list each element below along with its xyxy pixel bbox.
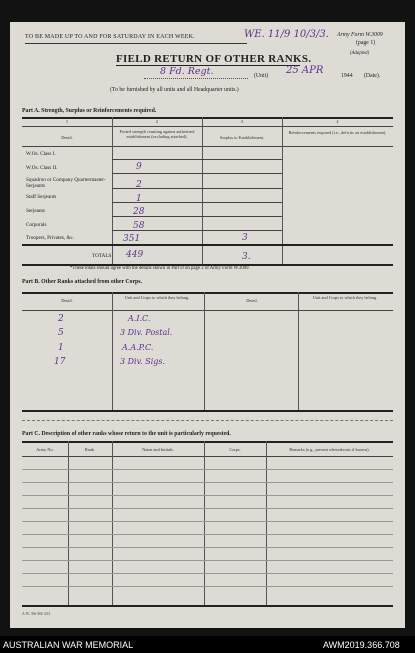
col-header-surplus: Surplus to Establishment.	[219, 135, 265, 140]
part-a-heading: Part A. Strength, Surplus or Reinforcements required.	[22, 108, 157, 114]
army-form-number: Army Form W.3009	[337, 32, 383, 38]
attached-unit: 3 Div. Sigs.	[120, 357, 166, 366]
col-number: 3	[240, 119, 244, 124]
detail-label: W.Os. Class II.	[26, 165, 58, 171]
detail-label: Corporals	[26, 222, 47, 228]
col-number: 1	[65, 119, 69, 124]
footer-institution: AUSTRALIAN WAR MEMORIAL	[3, 640, 134, 650]
totals-strength: 449	[126, 250, 144, 260]
year-text: 1944	[341, 73, 353, 79]
strength-value: 1	[136, 194, 142, 204]
strength-value: 58	[133, 221, 145, 231]
col-header-rank: Rank.	[84, 447, 96, 452]
part-a-footnote: *These totals should agree with the details shown in Part D on page 2 of Army Form W.3009.	[70, 266, 250, 271]
part-c-heading: Part C. Description of other ranks whose return to the unit is particularly requested.	[22, 431, 231, 437]
surplus-value: 3	[242, 233, 248, 243]
col-header-reinforcements: Reinforcements required (i.e., deficits on establishment).	[288, 130, 387, 135]
attached-detail: 5	[58, 328, 64, 338]
col-header-detail: Detail.	[61, 135, 73, 140]
col-header-unit-corps: Unit and Corps to which they belong.	[312, 295, 378, 300]
unit-handwriting: 8 Fd. Regt.	[160, 66, 214, 77]
col-header-name: Name and Initials.	[142, 447, 174, 452]
date-label: (Date).	[364, 73, 381, 79]
detail-label: Serjeants	[26, 208, 46, 214]
reference-handwriting: WE. 11/9 10/3/3.	[244, 29, 329, 40]
date-handwriting: 25 APR	[286, 65, 324, 76]
attached-unit: A.I.C.	[128, 314, 151, 323]
footer-accession: AWM2019.366.708	[323, 640, 400, 650]
col-number: 2	[155, 119, 159, 124]
form-title: FIELD RETURN OF OTHER RANKS.	[116, 53, 312, 65]
attached-unit: 3 Div. Postal.	[120, 328, 173, 337]
col-header-strength: Posted strength counting against authorized establishment (excluding attached).	[119, 129, 195, 139]
attached-unit: A.A.P.C.	[122, 343, 154, 352]
attached-detail: 2	[58, 314, 64, 324]
col-header-army-no: Army No.	[36, 447, 54, 452]
print-code: A.W. 39e MS 3/41	[22, 612, 51, 616]
part-b-heading: Part B. Other Ranks attached from other Corps.	[22, 279, 142, 285]
col-header-detail: Detail.	[61, 298, 73, 303]
col-header-unit-corps: Unit and Corps to which they belong.	[124, 295, 190, 300]
strength-value: 2	[136, 180, 142, 190]
attached-detail: 17	[54, 357, 66, 367]
strength-value: 351	[123, 234, 141, 244]
furnished-note: (To be furnished by all units and all Headquarter units.)	[110, 87, 239, 93]
field-return-form	[10, 22, 405, 628]
col-number: 4	[336, 119, 339, 124]
saturday-note: TO BE MADE UP TO AND FOR SATURDAY IN EACH WEEK.	[25, 34, 195, 40]
unit-label: (Unit)	[254, 73, 269, 79]
adapted-note: (Adapted)	[350, 51, 370, 56]
attached-detail: 1	[58, 343, 64, 353]
page-number: (page 1)	[356, 40, 376, 46]
col-header-detail: Detail.	[246, 298, 258, 303]
strength-value: 28	[133, 207, 145, 217]
detail-label: Squadron or Company Quartermaster-Serjeants	[26, 177, 106, 189]
col-header-remarks: Remarks (e.g., present whereabouts if known).	[289, 447, 370, 452]
strength-value: 9	[136, 162, 142, 172]
detail-label: Staff Serjeants	[26, 194, 57, 200]
detail-label: W.Os. Class I.	[26, 151, 56, 157]
totals-label: TOTALS	[92, 253, 112, 259]
col-header-corps: Corps.	[229, 447, 241, 452]
detail-label: Troopers, Privates, &c.	[26, 235, 75, 241]
totals-surplus: 3.	[242, 252, 251, 262]
